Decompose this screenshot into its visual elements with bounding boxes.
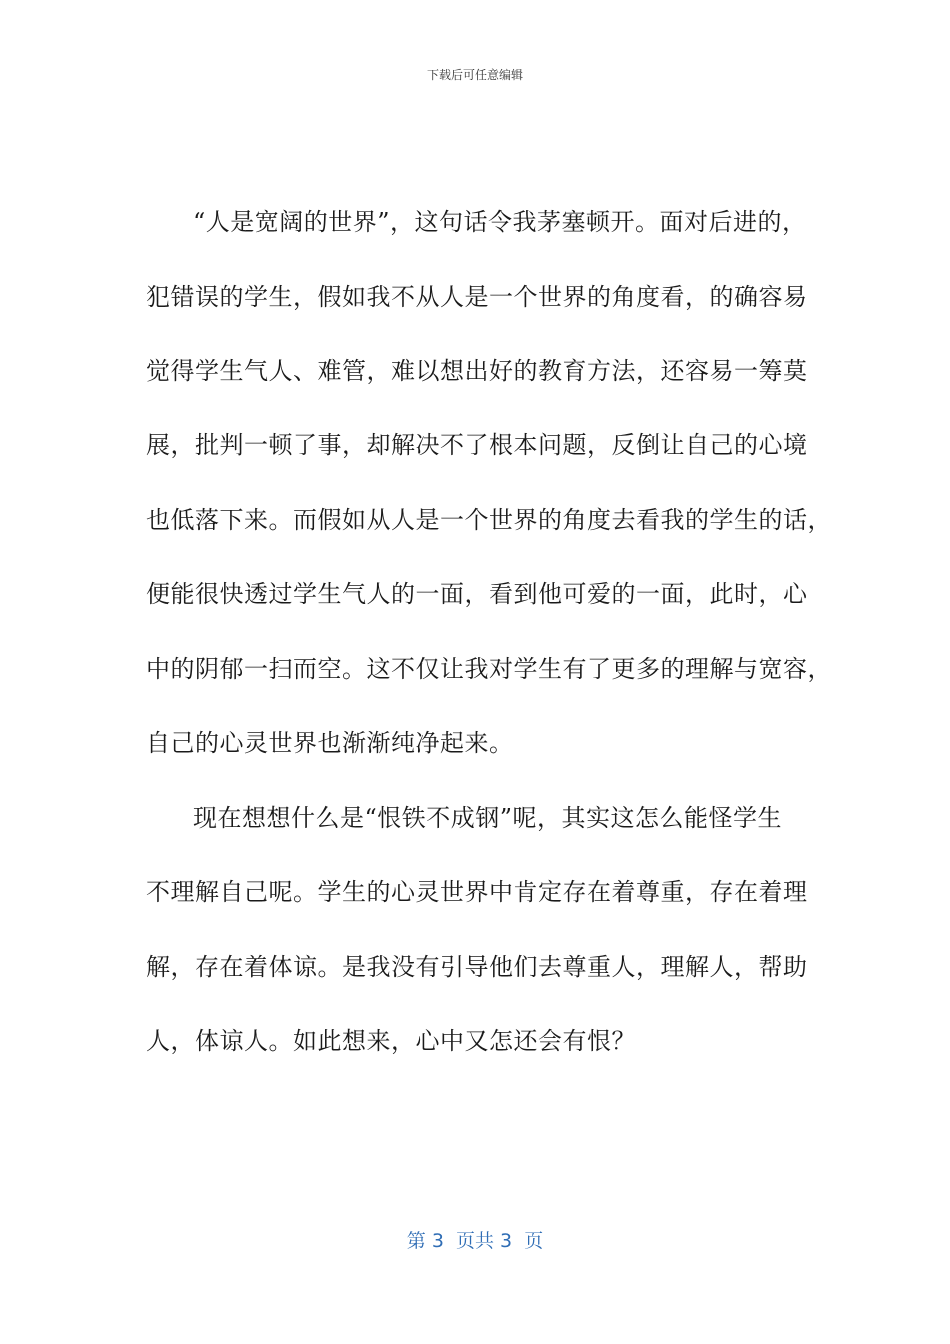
paragraph-2-line-3: 解，存在着体谅。是我没有引导他们去尊重人，理解人，帮助	[146, 953, 808, 981]
paragraph-2-line-1: 现在想想什么是“恨铁不成钢”呢，其实这怎么能怪学生	[193, 804, 783, 832]
paragraph-2-line-4: 人，体谅人。如此想来，心中又怎还会有恨？	[146, 1027, 636, 1055]
paragraph-1-line-7: 中的阴郁一扫而空。这不仅让我对学生有了更多的理解与宽容，	[146, 655, 832, 683]
paragraph-1-line-5: 也低落下来。而假如从人是一个世界的角度去看我的学生的话，	[146, 506, 832, 534]
paragraph-1-line-1: “人是宽阔的世界”，这句话令我茅塞顿开。面对后进的，	[193, 208, 807, 236]
page-header-note: 下载后可任意编辑	[426, 68, 523, 82]
paragraph-1-line-6: 便能很快透过学生气人的一面，看到他可爱的一面，此时，心	[146, 580, 808, 608]
paragraph-1-line-8: 自己的心灵世界也渐渐纯净起来。	[146, 729, 514, 757]
paragraph-1-line-3: 觉得学生气人、难管，难以想出好的教育方法，还容易一筹莫	[146, 357, 808, 385]
paragraph-2-line-2: 不理解自己呢。学生的心灵世界中肯定存在着尊重，存在着理	[146, 878, 808, 906]
paragraph-1-line-4: 展，批判一顿了事，却解决不了根本问题，反倒让自己的心境	[146, 431, 808, 459]
page-number-footer: 第 3 页共 3 页	[406, 1230, 544, 1252]
paragraph-1-line-2: 犯错误的学生，假如我不从人是一个世界的角度看，的确容易	[146, 283, 808, 311]
